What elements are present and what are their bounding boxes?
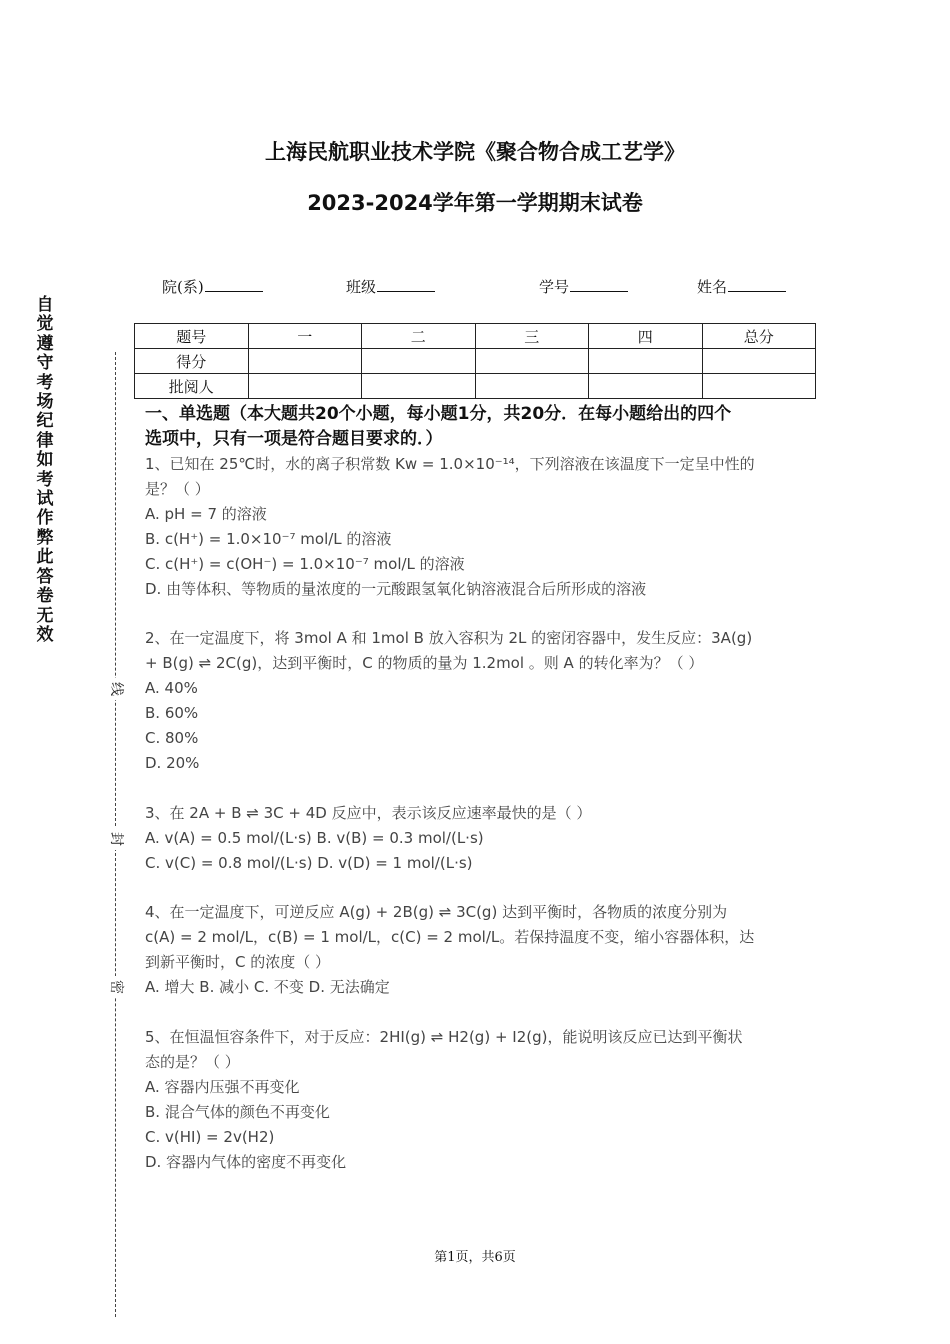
notice-char: 自 [36, 295, 54, 315]
question-stem: 5、在恒温恒容条件下，对于反应：2HI(g) ⇌ H2(g) + I2(g)，能说明该反应已达到平衡状 [145, 1028, 743, 1046]
score-cell[interactable] [248, 349, 362, 374]
score-table-header-row [135, 324, 816, 349]
score-table-header-cell: 题号 [135, 324, 249, 349]
exam-subtitle: 2023-2024学年第一学期期末试卷 [307, 191, 643, 215]
notice-char: 效 [36, 624, 54, 645]
section-one-heading [145, 402, 825, 452]
binding-mark-seal: 封 [106, 828, 126, 850]
class-label: 班级 [346, 278, 377, 296]
notice-char: 纪 [36, 411, 54, 432]
notice-char: 守 [36, 353, 54, 374]
notice-char: 场 [36, 392, 54, 413]
question-stem: 4、在一定温度下，可逆反应 A(g) + 2B(g) ⇌ 3C(g) 达到平衡时，各物质的浓度分别为 [145, 903, 728, 921]
notice-char: 无 [36, 605, 54, 626]
exam-title: 上海民航职业技术学院《聚合物合成工艺学》 [265, 140, 685, 164]
grader-cell[interactable] [362, 374, 476, 399]
department-label: 院(系) [162, 278, 204, 296]
answer-option: D. 容器内气体的密度不再变化 [145, 1153, 347, 1171]
exam-discipline-notice [34, 296, 56, 645]
department-field [162, 276, 263, 297]
answer-option: A. v(A) = 0.5 mol/(L·s) B. v(B) = 0.3 mol/(L·s) [145, 829, 484, 847]
name-field [697, 276, 786, 297]
question-stem: 2、在一定温度下，将 3mol A 和 1mol B 放入容积为 2L 的密闭容器中，发生反应：3A(g) [145, 629, 753, 647]
question-stem: 是？（ ） [145, 480, 210, 498]
student-id-blank[interactable] [570, 276, 628, 292]
class-blank[interactable] [377, 276, 435, 292]
name-label: 姓名 [697, 278, 728, 296]
score-row [135, 349, 816, 374]
score-cell[interactable] [589, 349, 703, 374]
notice-char: 答 [36, 566, 54, 587]
score-cell[interactable] [702, 349, 816, 374]
binding-mark-secret: 密 [106, 976, 126, 998]
answer-option: C. v(C) = 0.8 mol/(L·s) D. v(D) = 1 mol/(L·s) [145, 854, 473, 872]
answer-option: A. 40% [145, 679, 198, 697]
answer-option: B. c(H⁺) = 1.0×10⁻⁷ mol/L 的溶液 [145, 530, 392, 548]
notice-char: 试 [36, 489, 54, 510]
notice-char: 考 [36, 372, 54, 393]
score-table-header-cell: 四 [589, 324, 703, 349]
notice-char: 如 [36, 450, 54, 471]
notice-char: 律 [36, 430, 54, 451]
student-id-field [539, 276, 628, 297]
notice-char: 弊 [36, 527, 54, 548]
answer-option: D. 由等体积、等物质的量浓度的一元酸跟氢氧化钠溶液混合后所形成的溶液 [145, 580, 647, 598]
answer-option: C. 80% [145, 729, 199, 747]
answer-option: C. c(H⁺) = c(OH⁻) = 1.0×10⁻⁷ mol/L 的溶液 [145, 555, 465, 573]
grader-row-label: 批阅人 [135, 374, 249, 399]
score-row-label: 得分 [135, 349, 249, 374]
score-table-header-cell: 三 [475, 324, 589, 349]
grader-row [135, 374, 816, 399]
score-table-header-cell: 总分 [702, 324, 816, 349]
grader-cell[interactable] [702, 374, 816, 399]
question-stem: 3、在 2A + B ⇌ 3C + 4D 反应中，表示该反应速率最快的是（ ） [145, 804, 592, 822]
question-stem: 态的是？（ ） [145, 1053, 240, 1071]
answer-option: B. 60% [145, 704, 199, 722]
score-table-header-cell: 二 [362, 324, 476, 349]
section-heading-line: 选项中，只有一项是符合题目要求的．） [145, 429, 443, 449]
notice-char: 考 [36, 469, 54, 490]
section-heading-line: 一、单选题（本大题共20个小题，每小题1分，共20分．在每小题给出的四个 [145, 404, 732, 424]
question-stem: + B(g) ⇌ 2C(g)，达到平衡时，C 的物质的量为 1.2mol 。则 A 的转化率为？（ ） [145, 654, 704, 672]
question-stem: 到新平衡时，C 的浓度（ ） [145, 953, 331, 971]
grader-cell[interactable] [589, 374, 703, 399]
answer-option: A. 容器内压强不再变化 [145, 1078, 300, 1096]
class-field [346, 276, 435, 297]
department-blank[interactable] [205, 276, 263, 292]
notice-char: 此 [36, 547, 54, 568]
grader-cell[interactable] [475, 374, 589, 399]
question-stem: c(A) = 2 mol/L，c(B) = 1 mol/L，c(C) = 2 mol/L。若保持温度不变，缩小容器体积，达 [145, 928, 755, 946]
score-cell[interactable] [475, 349, 589, 374]
notice-char: 卷 [36, 586, 54, 607]
score-table [134, 323, 816, 399]
score-table-header-cell: 一 [248, 324, 362, 349]
answer-option: B. 混合气体的颜色不再变化 [145, 1103, 330, 1121]
score-cell[interactable] [362, 349, 476, 374]
grader-cell[interactable] [248, 374, 362, 399]
notice-char: 觉 [36, 314, 54, 335]
page-number: 第1页，共6页 [434, 1250, 516, 1265]
student-id-label: 学号 [539, 278, 570, 296]
answer-option: A. 增大 B. 减小 C. 不变 D. 无法确定 [145, 978, 390, 996]
answer-option: C. v(HI) = 2v(H2) [145, 1128, 275, 1146]
student-info-row [162, 276, 802, 298]
notice-char: 作 [36, 508, 54, 529]
name-blank[interactable] [728, 276, 786, 292]
binding-mark-line: 线 [106, 678, 126, 700]
notice-char: 遵 [36, 333, 54, 354]
question-stem: 1、已知在 25℃时，水的离子积常数 Kw = 1.0×10⁻¹⁴，下列溶液在该温度下一定呈中性的 [145, 455, 755, 473]
answer-option: A. pH = 7 的溶液 [145, 505, 267, 523]
answer-option: D. 20% [145, 754, 200, 772]
